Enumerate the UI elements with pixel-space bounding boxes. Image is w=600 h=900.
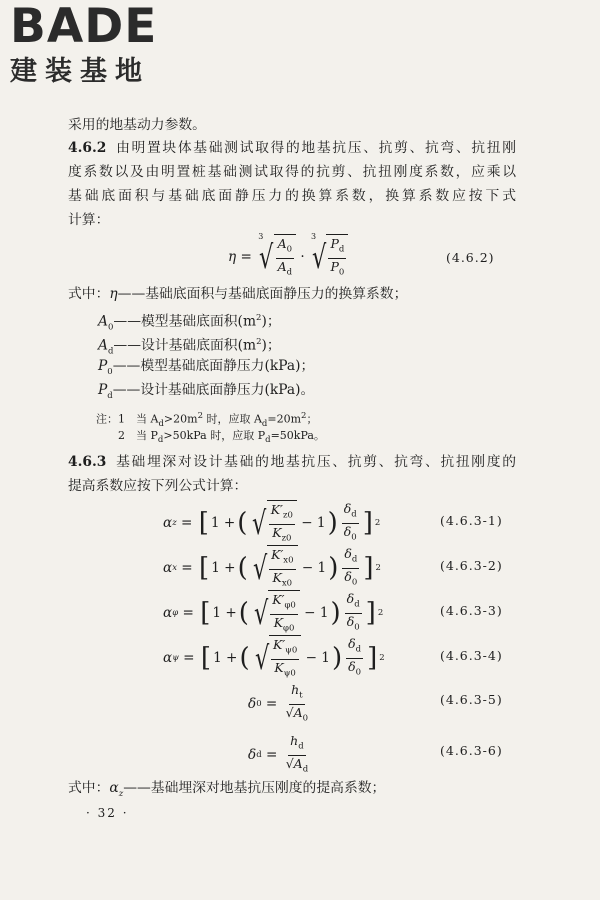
section-4-6-2-line-2: 度系数以及由明置桩基础测试取得的抗剪、抗扭刚度系数，应乘以 — [68, 164, 516, 180]
definition: ——模型基础底面静压力(kPa)； — [112, 358, 315, 374]
note-text: 2 当 P — [118, 429, 158, 442]
superscript: 2 — [256, 313, 262, 323]
subscript: d — [261, 418, 268, 429]
symbol: A — [98, 313, 108, 330]
section-4-6-2-line-1 — [68, 138, 516, 158]
equation-number: (4.6.3-4) — [440, 648, 503, 663]
definition: ——模型基础底面积(m — [113, 313, 257, 330]
equation-number: (4.6.3-3) — [440, 603, 503, 618]
symbol: A — [98, 337, 108, 354]
symbol: α — [109, 780, 119, 796]
equation-4-6-2: η = 3 √ $\frac{A_0}{A_d}$ · 3 √ $\frac{P_d}{P_0}$ — [228, 234, 348, 280]
subscript: 0 — [107, 366, 113, 377]
note-text: ； — [306, 412, 318, 426]
paragraph-text: 基础埋深对设计基础的地基抗压、抗剪、抗弯、抗扭刚度的 — [114, 454, 516, 470]
section-number: 4.6.2 — [68, 140, 107, 156]
definition-end: )； — [261, 337, 281, 354]
equation-4-6-3-3: α φ = [ 1 + ( √ $\frac{K'_{\varphi 0}}{K_{\varphi 0}}$ − 1 ) $\frac{\delta_d}{\delta_0}$ ] 2 — [163, 590, 383, 636]
definition: ——基础底面积与基础底面静压力的换算系数； — [117, 286, 408, 302]
subscript: d — [107, 390, 113, 401]
logo-subtext: 建装基地 — [10, 56, 150, 87]
subscript: d — [158, 418, 164, 429]
definition-end: )； — [261, 313, 281, 330]
definition: ——设计基础底面积(m — [113, 337, 257, 354]
intro-line: 采用的地基动力参数。 — [68, 117, 206, 133]
def-Pd — [98, 380, 314, 406]
subscript: z — [118, 788, 124, 799]
logo-text: BADE — [10, 0, 158, 54]
note-text: 注：1 当 A — [96, 412, 159, 426]
paragraph-text: 由明置块体基础测试取得的地基抗压、抗剪、抗弯、抗扭刚 — [114, 140, 516, 156]
note-text: =20m — [267, 412, 302, 426]
symbol: η — [109, 286, 118, 302]
section-4-6-3-line-1 — [68, 452, 516, 472]
note-text: =50kPa。 — [270, 429, 325, 442]
note-2 — [118, 428, 325, 448]
page-number: · 32 · — [86, 806, 129, 820]
subscript: d — [265, 435, 271, 446]
equation-number: (4.6.3-6) — [440, 743, 503, 758]
equation-number: (4.6.3-5) — [440, 692, 503, 707]
where-label: 式中： — [68, 286, 110, 302]
definition: ——设计基础底面静压力(kPa)。 — [112, 382, 315, 398]
def-P0 — [98, 356, 314, 382]
symbol: P — [98, 382, 108, 398]
subscript: d — [157, 435, 164, 446]
note-text: >20m — [163, 412, 198, 426]
where-alpha-z — [68, 778, 385, 804]
note-text: >50kPa 时，应取 P — [163, 429, 266, 442]
section-4-6-2-line-4: 计算： — [68, 212, 110, 228]
equation-number: (4.6.3-2) — [440, 558, 503, 573]
note-text: 时，应取 A — [202, 412, 262, 426]
section-4-6-3-line-2: 提高系数应按下列公式计算： — [68, 478, 248, 494]
equation-number: (4.6.2) — [446, 250, 495, 265]
superscript: 2 — [197, 411, 203, 421]
equation-4-6-3-6: δ d = $\frac{h_d}{√A_d}$ — [248, 733, 309, 774]
subscript: 0 — [107, 322, 114, 333]
section-number: 4.6.3 — [68, 454, 107, 470]
equation-4-6-3-4: α ψ = [ 1 + ( √ $\frac{K'_{\psi 0}}{K_{\psi 0}}$ − 1 ) $\frac{\delta_d}{\delta_0}$ ] 2 — [163, 635, 385, 681]
equation-4-6-3-1: α z = [ 1 + ( √ $\frac{K'_{z0}}{K_{z0}}$ − 1 ) $\frac{\delta_d}{\delta_0}$ ] 2 — [163, 500, 380, 546]
where-label: 式中： — [68, 780, 110, 796]
logo — [10, 2, 157, 88]
superscript: 2 — [256, 337, 262, 347]
equation-number: (4.6.3-1) — [440, 513, 503, 528]
symbol: P — [98, 358, 108, 374]
superscript: 2 — [301, 411, 307, 421]
equation-4-6-3-5: δ 0 = $\frac{h_t}{√A_0}$ — [248, 682, 309, 723]
where-eta — [68, 284, 407, 304]
subscript: d — [107, 346, 114, 357]
definition: ——基础埋深对地基抗压刚度的提高系数； — [123, 780, 386, 796]
equation-4-6-3-2: α x = [ 1 + ( √ $\frac{K'_{x0}}{K_{x0}}$ − 1 ) $\frac{\delta_d}{\delta_0}$ ] 2 — [163, 545, 381, 591]
section-4-6-2-line-3: 基础底面积与基础底面静压力的换算系数，换算系数应按下式 — [68, 188, 516, 204]
